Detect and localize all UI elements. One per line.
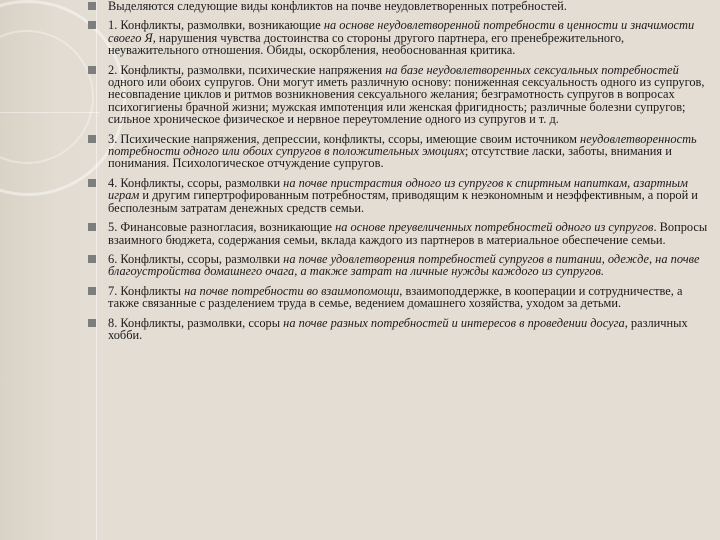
italic-text-span: неудовлетворенность потребности одного или обоих супругов в положительных эмоциях [108, 131, 697, 159]
square-bullet-icon [88, 287, 96, 295]
text-span: , взаимоподдержке, в кооперации и сотрудничестве, а также связанные с разделением труда в семье, ведением домашнего хозяйства, уходом за детьми. [108, 283, 683, 311]
italic-text-span: на базе неудовлетворенных сексуальных потребностей [385, 62, 679, 77]
text-span: 6. Конфликты, ссоры, размолвки [108, 251, 284, 266]
italic-text-span: на почве потребности во взаимопомощи [184, 283, 400, 298]
italic-text-span: на основе преувеличенных потребностей одного из супругов [335, 220, 654, 235]
italic-text-span: на почве пристрастия одного из супругов к спиртным напиткам, азартным играм [108, 175, 688, 203]
text-span: 7. Конфликты [108, 283, 185, 298]
list-item [88, 253, 716, 278]
text-span: 5. Финансовые разногласия, возникающие [108, 220, 336, 235]
square-bullet-icon [88, 2, 96, 10]
list-item [88, 317, 716, 342]
italic-text-span: на почве удовлетворения потребностей супругов в питании, одежде, на почве благоустройства домашнего очага, а также затрат на личные нужды каждого из супругов. [108, 251, 700, 279]
text-span: 3. Психические напряжения, депрессии, конфликты, ссоры, имеющие своим источником [108, 131, 581, 146]
list-item [88, 0, 716, 12]
text-span: одного или обоих супругов. Они могут иметь различную основу: пониженная сексуальность одного из супругов, несовпадение циклов и ритмов возникновения сексуального желания; безграмотность супругов в вопросах психогигиены брачной жизни; мужская импотенция или женская фригидность; различные болезни супругов; сильное хроническое физическое и нервное переутомление одного из супругов и т. д. [108, 75, 705, 127]
text-span: , нарушения чувства достоинства со стороны другого партнера, его пренебрежительного, неуважительного отношения. Обиды, оскорбления, необоснованная критика. [108, 30, 625, 58]
italic-text-span: на почве разных потребностей и интересов в проведении досуга [283, 315, 625, 330]
list-item [88, 285, 716, 310]
text-span: , различных хобби. [108, 315, 688, 342]
list-item [88, 133, 716, 170]
list-item [88, 19, 716, 56]
list-item [88, 177, 716, 214]
text-span: Выделяются следующие виды конфликтов на почве неудовлетворенных потребностей. [108, 0, 567, 13]
text-span: и другим гипертрофированным потребностям, приводящим к неэкономным и неэффективным, а порой и бесполезным затратам денежных средств семьи. [108, 188, 698, 215]
decorative-horizontal-line [0, 112, 100, 113]
conflict-types-list [88, 0, 716, 341]
italic-text-span: на основе неудовлетворенной потребности в ценности и значимости своего Я [108, 18, 695, 45]
square-bullet-icon [88, 179, 96, 187]
square-bullet-icon [88, 66, 96, 74]
square-bullet-icon [88, 255, 96, 263]
text-span: . Вопросы взаимного бюджета, содержания семьи, вклада каждого из партнеров в материальное обеспечение семьи. [108, 220, 708, 247]
list-item [88, 64, 716, 126]
text-span: 1. Конфликты, размолвки, возникающие [108, 18, 324, 33]
square-bullet-icon [88, 21, 96, 29]
square-bullet-icon [88, 223, 96, 231]
text-span: 2. Конфликты, размолвки, психические напряжения [108, 62, 386, 77]
text-span: 4. Конфликты, ссоры, размолвки [108, 175, 284, 190]
slide-content [88, 0, 716, 348]
square-bullet-icon [88, 319, 96, 327]
text-span: 8. Конфликты, размолвки, ссоры [108, 315, 284, 330]
list-item [88, 221, 716, 246]
square-bullet-icon [88, 135, 96, 143]
text-span: ; отсутствие ласки, заботы, внимания и понимания. Психологическое отчуждение супругов. [108, 144, 672, 171]
